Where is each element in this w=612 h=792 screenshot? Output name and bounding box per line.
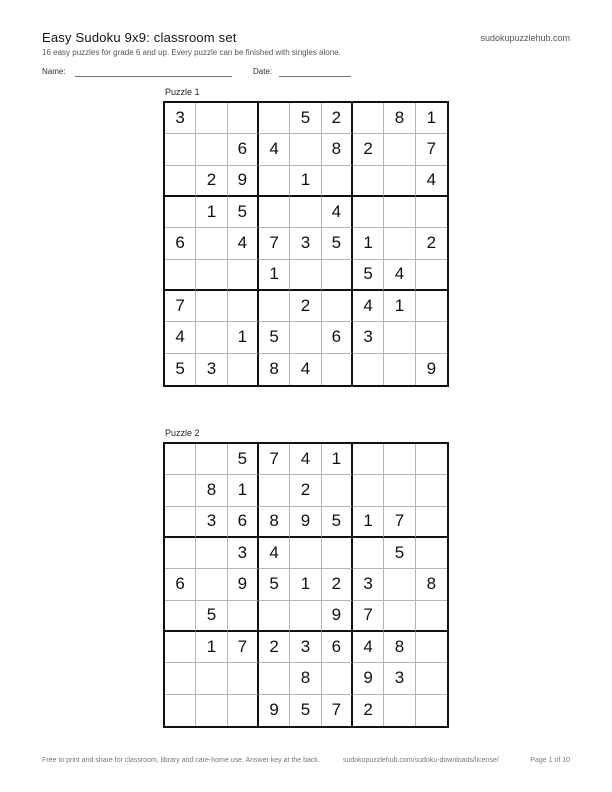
sudoku-cell[interactable]: 5 [384, 538, 415, 569]
sudoku-cell[interactable] [196, 569, 227, 600]
sudoku-cell[interactable]: 5 [353, 260, 384, 291]
sudoku-cell[interactable]: 8 [322, 134, 353, 165]
sudoku-cell[interactable]: 4 [353, 632, 384, 663]
sudoku-cell[interactable] [416, 507, 447, 538]
sudoku-cell[interactable] [416, 475, 447, 506]
sudoku-cell[interactable] [196, 103, 227, 134]
sudoku-cell[interactable]: 4 [416, 166, 447, 197]
sudoku-cell[interactable]: 8 [290, 663, 321, 694]
sudoku-cell[interactable]: 1 [196, 632, 227, 663]
sudoku-cell[interactable] [353, 166, 384, 197]
page-title: Easy Sudoku 9x9: classroom set [42, 30, 237, 45]
sudoku-cell[interactable] [165, 197, 196, 228]
sudoku-cell[interactable]: 5 [259, 569, 290, 600]
sudoku-cell[interactable]: 4 [228, 228, 259, 259]
sudoku-cell[interactable]: 3 [228, 538, 259, 569]
sudoku-cell[interactable]: 5 [196, 601, 227, 632]
sudoku-cell[interactable] [290, 197, 321, 228]
sudoku-cell[interactable]: 3 [353, 569, 384, 600]
sudoku-cell[interactable]: 3 [165, 103, 196, 134]
sudoku-cell[interactable]: 1 [259, 260, 290, 291]
sudoku-cell[interactable] [353, 444, 384, 475]
sudoku-cell[interactable] [290, 601, 321, 632]
sudoku-cell[interactable]: 5 [290, 103, 321, 134]
sudoku-cell[interactable] [196, 663, 227, 694]
sudoku-cell[interactable]: 3 [196, 507, 227, 538]
sudoku-cell[interactable]: 1 [228, 322, 259, 353]
sudoku-cell[interactable]: 2 [259, 632, 290, 663]
sudoku-cell[interactable] [196, 444, 227, 475]
sudoku-cell[interactable] [416, 444, 447, 475]
puzzle-1-grid [163, 101, 449, 387]
sudoku-cell[interactable] [353, 197, 384, 228]
sudoku-cell[interactable] [384, 166, 415, 197]
sudoku-cell[interactable]: 5 [228, 197, 259, 228]
sudoku-cell[interactable] [165, 166, 196, 197]
sudoku-cell[interactable]: 9 [290, 507, 321, 538]
sudoku-cell[interactable]: 2 [353, 134, 384, 165]
sudoku-cell[interactable]: 2 [353, 695, 384, 726]
sudoku-cell[interactable] [228, 260, 259, 291]
sudoku-cell[interactable] [353, 475, 384, 506]
sudoku-cell[interactable]: 3 [384, 663, 415, 694]
date-label: Date: [253, 67, 273, 76]
sudoku-cell[interactable]: 1 [416, 103, 447, 134]
sudoku-cell[interactable] [228, 601, 259, 632]
sudoku-cell[interactable]: 8 [416, 569, 447, 600]
sudoku-cell[interactable] [165, 601, 196, 632]
sudoku-cell[interactable] [196, 291, 227, 322]
sudoku-cell[interactable] [259, 166, 290, 197]
sudoku-cell[interactable]: 7 [228, 632, 259, 663]
sudoku-cell[interactable] [384, 601, 415, 632]
sudoku-cell[interactable] [290, 538, 321, 569]
sudoku-cell[interactable]: 2 [290, 291, 321, 322]
page-subtitle: 16 easy puzzles for grade 6 and up. Every puzzle can be finished with singles alone. [42, 48, 341, 57]
sudoku-cell[interactable] [228, 663, 259, 694]
sudoku-cell[interactable]: 1 [384, 291, 415, 322]
sudoku-cell[interactable] [353, 354, 384, 385]
sudoku-cell[interactable] [196, 538, 227, 569]
sudoku-cell[interactable] [290, 322, 321, 353]
sudoku-cell[interactable] [384, 475, 415, 506]
sudoku-cell[interactable]: 6 [228, 134, 259, 165]
sudoku-cell[interactable]: 6 [322, 632, 353, 663]
sudoku-cell[interactable]: 9 [228, 569, 259, 600]
sudoku-cell[interactable] [322, 260, 353, 291]
sudoku-cell[interactable]: 7 [259, 228, 290, 259]
sudoku-cell[interactable]: 9 [228, 166, 259, 197]
sudoku-cell[interactable]: 2 [196, 166, 227, 197]
sudoku-cell[interactable] [165, 538, 196, 569]
sudoku-cell[interactable] [165, 507, 196, 538]
sudoku-cell[interactable]: 5 [322, 228, 353, 259]
sudoku-cell[interactable]: 1 [196, 197, 227, 228]
sudoku-cell[interactable]: 1 [228, 475, 259, 506]
sudoku-cell[interactable] [416, 322, 447, 353]
sudoku-cell[interactable] [416, 538, 447, 569]
sudoku-cell[interactable]: 4 [384, 260, 415, 291]
sudoku-cell[interactable]: 4 [290, 354, 321, 385]
sudoku-cell[interactable]: 2 [290, 475, 321, 506]
name-field[interactable] [75, 67, 232, 77]
sudoku-cell[interactable]: 7 [165, 291, 196, 322]
sudoku-cell[interactable]: 7 [416, 134, 447, 165]
sudoku-cell[interactable] [259, 663, 290, 694]
sudoku-cell[interactable]: 9 [353, 663, 384, 694]
sudoku-cell[interactable]: 5 [228, 444, 259, 475]
sudoku-cell[interactable]: 7 [322, 695, 353, 726]
sudoku-cell[interactable]: 4 [353, 291, 384, 322]
sudoku-cell[interactable] [416, 601, 447, 632]
sudoku-cell[interactable]: 6 [228, 507, 259, 538]
sudoku-cell[interactable] [165, 444, 196, 475]
sudoku-cell[interactable] [384, 322, 415, 353]
sudoku-cell[interactable] [165, 260, 196, 291]
sudoku-cell[interactable]: 4 [259, 538, 290, 569]
sudoku-cell[interactable] [228, 103, 259, 134]
sudoku-cell[interactable] [259, 601, 290, 632]
sudoku-cell[interactable] [196, 260, 227, 291]
sudoku-cell[interactable] [259, 103, 290, 134]
puzzle-2-label: Puzzle 2 [165, 428, 200, 438]
sudoku-cell[interactable] [228, 291, 259, 322]
puzzle-1-label: Puzzle 1 [165, 87, 200, 97]
sudoku-cell[interactable] [196, 322, 227, 353]
sudoku-cell[interactable] [228, 695, 259, 726]
sudoku-cell[interactable] [165, 475, 196, 506]
sudoku-cell[interactable] [322, 354, 353, 385]
sudoku-cell[interactable]: 1 [322, 444, 353, 475]
sudoku-cell[interactable] [259, 475, 290, 506]
sudoku-cell[interactable] [290, 260, 321, 291]
sudoku-cell[interactable]: 1 [353, 228, 384, 259]
sudoku-cell[interactable] [228, 354, 259, 385]
sudoku-cell[interactable]: 3 [353, 322, 384, 353]
sudoku-cell[interactable] [384, 197, 415, 228]
sudoku-cell[interactable]: 5 [259, 322, 290, 353]
sudoku-cell[interactable]: 8 [196, 475, 227, 506]
sudoku-cell[interactable]: 1 [353, 507, 384, 538]
sudoku-cell[interactable] [416, 291, 447, 322]
sudoku-cell[interactable]: 5 [290, 695, 321, 726]
name-label: Name: [42, 67, 66, 76]
sudoku-cell[interactable] [196, 695, 227, 726]
sudoku-cell[interactable]: 9 [426, 359, 437, 379]
sudoku-cell[interactable] [165, 663, 196, 694]
sudoku-cell[interactable]: 4 [259, 134, 290, 165]
sudoku-cell[interactable]: 7 [384, 507, 415, 538]
sudoku-cell[interactable] [353, 103, 384, 134]
sudoku-cell[interactable] [384, 134, 415, 165]
footer-license-link[interactable]: sudokupuzzlehub.com/sudoku-downloads/license/ [343, 757, 499, 764]
sudoku-cell[interactable]: 4 [322, 197, 353, 228]
sudoku-cell[interactable] [384, 695, 415, 726]
page-number: Page 1 of 10 [530, 757, 570, 764]
sudoku-cell[interactable]: 1 [290, 569, 321, 600]
sudoku-cell[interactable]: 2 [416, 228, 447, 259]
sudoku-cell[interactable]: 3 [290, 632, 321, 663]
sudoku-cell[interactable] [353, 538, 384, 569]
sudoku-cell[interactable] [322, 475, 353, 506]
sudoku-cell[interactable] [259, 291, 290, 322]
sudoku-cell[interactable] [290, 134, 321, 165]
sudoku-cell[interactable] [384, 444, 415, 475]
sudoku-cell[interactable] [384, 354, 415, 385]
sudoku-cell[interactable]: 4 [165, 322, 196, 353]
site-name: sudokupuzzlehub.com [480, 33, 570, 43]
sudoku-cell[interactable] [416, 663, 447, 694]
sudoku-cell[interactable] [196, 134, 227, 165]
sudoku-cell[interactable]: 6 [322, 322, 353, 353]
sudoku-cell[interactable] [165, 632, 196, 663]
sudoku-cell[interactable]: 8 [259, 354, 290, 385]
sudoku-cell[interactable]: 6 [165, 228, 196, 259]
sudoku-cell[interactable] [165, 695, 196, 726]
sudoku-cell[interactable]: 8 [259, 507, 290, 538]
sudoku-cell[interactable]: 8 [384, 632, 415, 663]
sudoku-cell[interactable] [322, 663, 353, 694]
sudoku-cell[interactable]: 6 [165, 569, 196, 600]
sudoku-cell[interactable] [259, 197, 290, 228]
sudoku-cell[interactable] [322, 166, 353, 197]
sudoku-cell[interactable]: 7 [353, 601, 384, 632]
sudoku-cell[interactable]: 4 [290, 444, 321, 475]
sudoku-cell[interactable]: 1 [290, 166, 321, 197]
puzzle-2-grid [163, 442, 449, 728]
sudoku-cell[interactable] [416, 632, 447, 663]
sudoku-cell[interactable] [322, 538, 353, 569]
sudoku-cell[interactable]: 5 [322, 507, 353, 538]
sudoku-cell[interactable]: 9 [322, 601, 353, 632]
sudoku-cell[interactable]: 3 [196, 354, 227, 385]
sudoku-cell[interactable] [165, 134, 196, 165]
sudoku-cell[interactable]: 3 [290, 228, 321, 259]
date-field[interactable] [279, 67, 351, 77]
sudoku-cell[interactable]: 2 [322, 103, 353, 134]
sudoku-cell[interactable] [322, 291, 353, 322]
footer-note: Free to print and share for classroom, library and care-home use. Answer key at the back. [42, 757, 320, 764]
sudoku-cell[interactable]: 7 [259, 444, 290, 475]
sudoku-cell[interactable] [416, 260, 447, 291]
sudoku-cell[interactable]: 2 [322, 569, 353, 600]
sudoku-cell[interactable]: 8 [384, 103, 415, 134]
sudoku-cell[interactable] [416, 197, 447, 228]
sudoku-cell[interactable] [384, 569, 415, 600]
sudoku-cell[interactable]: 9 [259, 695, 290, 726]
sudoku-cell[interactable] [416, 695, 447, 726]
sudoku-cell[interactable] [196, 228, 227, 259]
sudoku-cell[interactable] [384, 228, 415, 259]
sudoku-cell[interactable]: 5 [165, 354, 196, 385]
